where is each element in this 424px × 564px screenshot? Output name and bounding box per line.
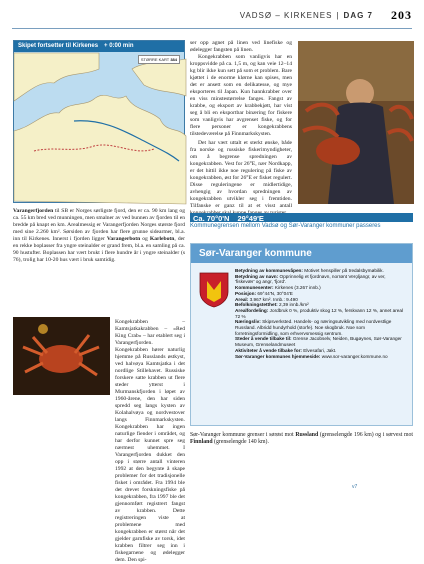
fact-label: Areal: (235, 296, 250, 302)
header-route: VADSØ – KIRKENES (239, 11, 333, 20)
route-map (13, 40, 185, 203)
bottom-paragraph: Sør-Varanger kommune grenser i sørøst mot Russland (grenselengde 196 km) og i sørvest mot Finnland (grenselengde 140 km). (190, 432, 414, 445)
fact-value: Elvesafari, Jakt. (303, 347, 337, 353)
fact-value: 3.967 km². Innb.: 9.490 (249, 296, 298, 302)
left-column-lower (13, 319, 185, 563)
fact-value: Motivet henspiller på tredalsbymøbilik. (304, 268, 384, 273)
header-rule (12, 28, 412, 29)
kommune-facts (235, 268, 404, 359)
kommune-info-box (190, 243, 413, 426)
fact-value: Kirkenes (3.267 innb.) (274, 285, 321, 291)
fact-label: Aktiviteter å vende tilbake for: (235, 347, 304, 353)
fact-value: 2,39 innb./km² (279, 302, 309, 308)
fact-label: Befolkningstetthet: (235, 302, 280, 308)
fact-label: Steder å vende tilbake til: (235, 336, 293, 342)
fact-value: Grense Jacobselv, Neiden, Bugøynes, Sør-Varanger Museum, Grenselandmuseet (235, 336, 402, 348)
coordinate-caption: Kommunegrensen mellom Vadsø og Sør-Varanger kommuner passeres (190, 223, 381, 229)
fisherman-crab-photo (298, 41, 414, 204)
map-title: Skipet fortsetter til Kirkenes (18, 43, 99, 49)
middle-p2: Kongekrabben som vanligvis har en kroppsvidde på ca. 1,5 m, og kan veie 12–14 kg blir ikke kun sett på som et problem. Bare kjøttet i de enorme klørne kan spises, men det er ansett som en delikatesse, og mye eksporteres til Japan. Kun hannkrabber over en viss minstestørrelse fanges. Fangst av krabbe, og eksport av krabbekjøtt, har vist seg å bli en eksportbar binæring for fiskere som vanligvis har avgrenset fiske, og for flere personer er kongekrabbens tilstedeværelse på Finnmarkskysten. (190, 54, 292, 137)
fact-label: Betydning av kommunevåpen: (235, 268, 305, 273)
footer-mark: v7 (352, 484, 358, 490)
fact-label: Kommunesenter: (235, 285, 275, 291)
kommune-fact (235, 308, 404, 319)
fact-value: Skipsverksted. Handels- og næringsutvikling med nordvestlige Russland. Albridd hundyrhold (storfe). Noe skogbruk. Noe som forretningsformidling, som erhvervsmessig sentrum. (235, 319, 392, 336)
middle-p3: Det har vært uttalt et sterkt ønske, både fra norske og russiske fiskerimyndigheter, om å begrense spredningen av kongekrabben. Vest for 26°E, nær Nordkapp, er det hittil ikke noe regulering på fiske av kongekrabben, øst for 26°E er fisket regulert. Disse reguleringene er midlertidige, avhengig av hvordan spredningen av kongekrabben utvikler seg i fremtiden. Tilfanske er ganz til at et visst antall (190, 140, 292, 209)
coat-of-arms-icon (199, 272, 229, 308)
coordinate-bar (190, 213, 413, 222)
header-day: DAG 7 (343, 11, 373, 20)
kommune-fact (235, 319, 404, 336)
fact-label: Arealfordeling: (235, 307, 270, 313)
kommune-title: Sør-Varanger kommune (191, 244, 412, 263)
map-graphic (14, 41, 186, 204)
fact-label: Betydning av navn: (235, 273, 280, 279)
kommune-fact (235, 336, 404, 347)
fact-value: 69°44'N, 30°04'E (257, 290, 293, 296)
fact-label: Sør-Varanger kommunes hjemmeside: (235, 353, 322, 359)
fact-label: Posisjon: (235, 290, 258, 296)
map-time: + 0:00 min (104, 43, 134, 49)
running-header: VADSØ – KIRKENES | DAG 7 203 (239, 8, 412, 22)
longitude: 29°49'E (237, 214, 264, 223)
kommune-fact (235, 274, 404, 285)
kommune-fact (235, 354, 404, 360)
middle-column (190, 40, 292, 217)
crab-paragraph-wrap: Kongekrabben – Kamtsjatkakrabben – «Red King Crab» – har etablert seg i Varangerfjorden. Kongekrabben hører naturlig hjemme på Russlands østkyst, ved halvøya Kamtsjatka i det nordlige Stillehavet. Russiske forskere satte krabben ut flere steder ytterst i Murmanskfjorden i løpet av 1960-årene, den har siden spredd seg langs kysten av Kolahalvøya og nordvestover langs Finnmarkskysten. Kongekrabben har ingen naturlige fiender i området, og har derfor kunnet spre seg nærmest uhemmet. I Varangerfjorden dukket den opp i større antall vinteren 1992 at den begynte å skape problemer for det tradisjonelle fisket i området. Fra 1994 ble det drevet forskningsfiske på kongekrabben, fra 1997 ble det gjennomført registrert fangst av krabben. Dette registreringen viste at problemene med kongekrabben er størst når det gjelder garnfiske av torsk, idet krabben filtrer seg inn i fiskegarnene og ødelegger dem. Den spi- (115, 319, 185, 563)
fact-value: Opprinnelig et fjordnavn, norrønt Verǫljangr, av ver, 'fiskevær' og angr, 'fjord'. (235, 273, 386, 285)
left-column: Varangerfjorden til SB er Norges sørligste fjord, den er ca. 90 km lang og ca. 55 km bred ved munningen, men smalner av ved bunnen av fjorden til en bredde på knapt en km. Arealmessig er Varangerfjorden Norges største fjord med sine 2.260 km². Sørsiden av fjorden har flere grunne sidearmer, bl.a. inn til Kirkenes. Innerst i fjorden ligger Varangerbotn og Karlebotn, der en rekke boplasser fra yngre steinalder er grand frem, bl.a. en samling på ca. 90 hustufter. Boplassen har vært brukt i flere hundre år i yngre steinalder (s 76), trolig har 10-20 hus vært i bruk samtidig. (13, 208, 185, 263)
fact-label: Næringsliv: (235, 319, 263, 325)
middle-p1: ser opp agnet på linen ved linefiske og ødelegger fangsten på linen. (190, 40, 292, 53)
fact-value: Jordbruk 0 %, produktiv skog 12 %, ferskvann 12 %, annet areal 72 % (235, 307, 404, 319)
map-scale-box: STØRRE KART 384 (138, 55, 180, 64)
page-number: 203 (391, 8, 412, 22)
fact-value: www.sor-varanger.kommune.no (321, 353, 388, 359)
latitude: Ca. 70°0'N (193, 214, 230, 223)
